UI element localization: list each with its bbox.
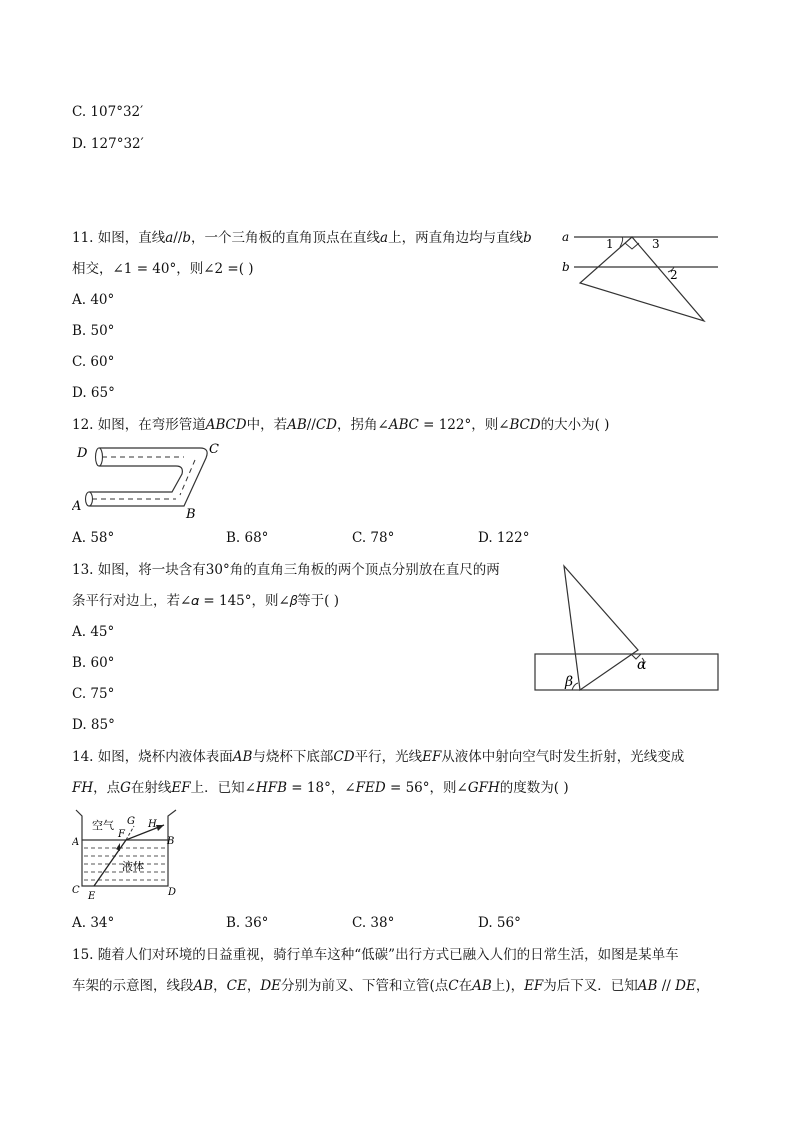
right-angle-mark xyxy=(625,243,639,249)
label-A: A xyxy=(72,499,82,514)
q14-stem-line1: 14. 如图，烧杯内液体表面𝐴𝐵与烧杯下底部𝐶𝐷平行，光线𝐸𝐹从液体中射向空气时发生折射，光线变成 xyxy=(72,749,685,765)
label-air: 空气 xyxy=(92,819,114,832)
q13-option-c: C. 75° xyxy=(72,686,115,702)
q12-option-c: C. 78° xyxy=(352,530,395,546)
label-a: a xyxy=(562,230,570,244)
label-B: B xyxy=(167,836,175,847)
label-G: G xyxy=(127,816,135,827)
label-D: D xyxy=(77,446,88,461)
label-C: C xyxy=(72,885,80,896)
label-F: F xyxy=(118,829,125,840)
q15-stem-line2: 车架的示意图，线段𝐴𝐵，𝐶𝐸，𝐷𝐸分别为前叉、下管和立管(点𝐶在𝐴𝐵上)，𝐸𝐹为后下叉．已知𝐴𝐵 // 𝐷𝐸， xyxy=(72,978,710,994)
ruler xyxy=(535,654,718,690)
label-1: 1 xyxy=(606,237,614,251)
q13-option-b: B. 60° xyxy=(72,655,115,671)
q10-option-d: D. 127°32′ xyxy=(72,136,144,152)
triangle-ruler xyxy=(580,237,704,321)
q13-stem-line2: 条平行对边上，若∠𝛼 = 145°，则∠𝛽等于( ) xyxy=(72,593,340,609)
label-D: D xyxy=(168,887,177,898)
q13-figure xyxy=(532,562,722,694)
q11-option-c: C. 60° xyxy=(72,354,115,370)
q11-option-d: D. 65° xyxy=(72,385,115,401)
set-square xyxy=(564,566,638,690)
q10-option-c: C. 107°32′ xyxy=(72,104,144,120)
q14-option-c: C. 38° xyxy=(352,915,395,931)
q12-option-a: A. 58° xyxy=(72,530,115,546)
label-E: E xyxy=(88,891,96,900)
q11-stem-line2: 相交，∠1 = 40°，则∠2 =( ) xyxy=(72,261,254,277)
label-A: A xyxy=(72,837,80,848)
q11-figure xyxy=(556,226,722,326)
label-B: B xyxy=(186,507,196,522)
q11-stem-line1: 11. 如图，直线𝑎//𝑏，一个三角板的直角顶点在直线𝑎上，两直角边均与直线𝑏 xyxy=(72,230,532,246)
q14-option-a: A. 34° xyxy=(72,915,115,931)
label-2: 2 xyxy=(670,268,678,282)
label-b: b xyxy=(562,260,570,274)
label-alpha: α xyxy=(637,657,647,673)
q12-option-b: B. 68° xyxy=(226,530,269,546)
q12-option-d: D. 122° xyxy=(478,530,530,546)
q13-option-a: A. 45° xyxy=(72,624,115,640)
q11-option-a: A. 40° xyxy=(72,292,115,308)
q14-figure xyxy=(72,808,184,900)
q14-stem-line2: 𝐹𝐻，点𝐺在射线𝐸𝐹上．已知∠𝐻𝐹𝐵 = 18°，∠𝐹𝐸𝐷 = 56°，则∠𝐺𝐹𝐻的度数为( ) xyxy=(72,780,569,796)
label-C: C xyxy=(209,442,219,457)
label-liquid: 液体 xyxy=(122,860,144,873)
q15-stem-line1: 15. 随着人们对环境的日益重视，骑行单车这种“低碳”出行方式已融入人们的日常生活，如图是某单车 xyxy=(72,947,679,963)
q13-stem-line1: 13. 如图，将一块含有30°角的直角三角板的两个顶点分别放在直尺的两 xyxy=(72,562,500,578)
q11-option-b: B. 50° xyxy=(72,323,115,339)
q13-option-d: D. 85° xyxy=(72,717,115,733)
q14-option-b: B. 36° xyxy=(226,915,269,931)
label-beta: β xyxy=(565,674,574,690)
q12-figure xyxy=(72,440,224,522)
q14-option-d: D. 56° xyxy=(478,915,521,931)
label-H: H xyxy=(148,819,157,830)
q12-stem: 12. 如图，在弯形管道𝐴𝐵𝐶𝐷中，若𝐴𝐵//𝐶𝐷，拐角∠𝐴𝐵𝐶 = 122°，则∠𝐵𝐶𝐷的大小为( ) xyxy=(72,417,610,433)
label-3: 3 xyxy=(652,237,660,251)
